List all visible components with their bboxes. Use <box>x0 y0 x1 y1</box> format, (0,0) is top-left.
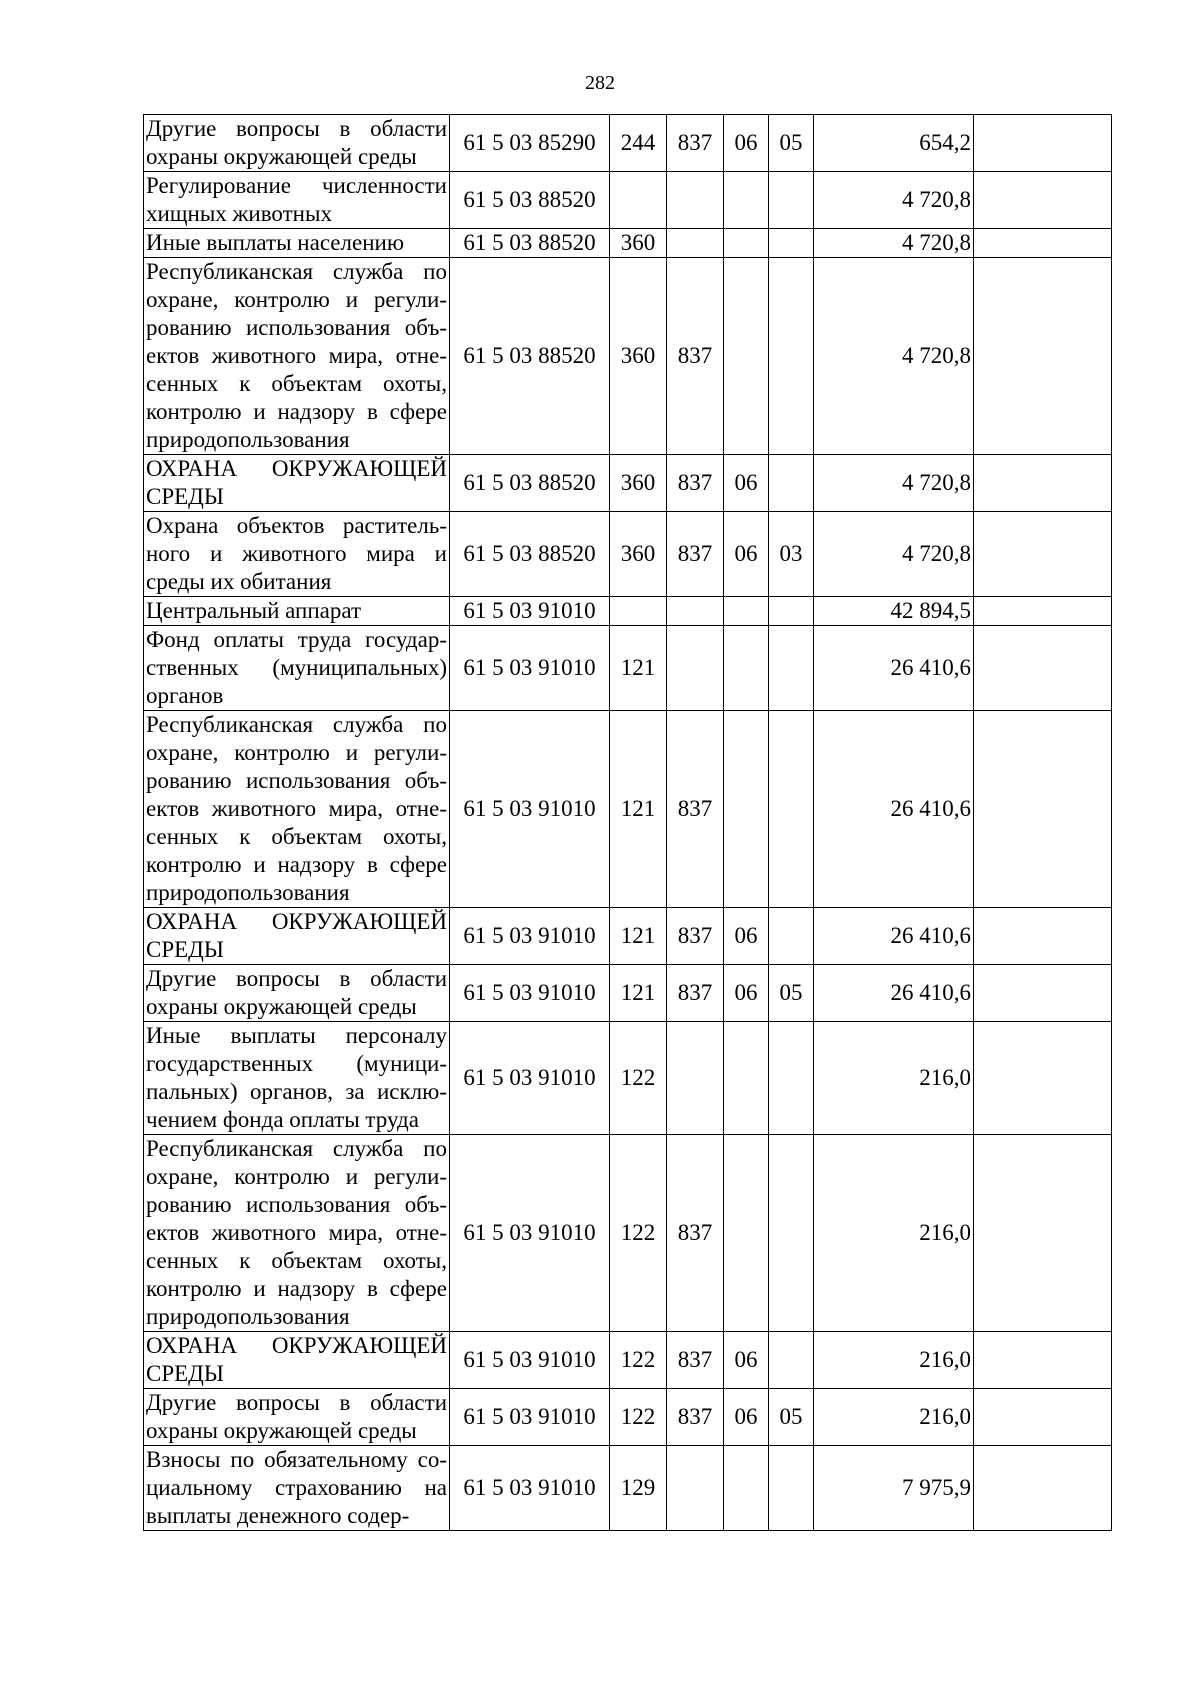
row-pr <box>769 1022 814 1135</box>
row-gr <box>667 229 724 258</box>
row-extra <box>974 1332 1112 1389</box>
table-row <box>144 1446 1112 1531</box>
table-row <box>144 115 1112 172</box>
row-gr: 837 <box>667 1389 724 1446</box>
row-pr <box>769 908 814 965</box>
row-vr: 122 <box>610 1332 667 1389</box>
row-amount: 26 410,6 <box>814 908 974 965</box>
table-row <box>144 908 1112 965</box>
row-vr <box>610 172 667 229</box>
row-pr <box>769 455 814 512</box>
row-vr <box>610 597 667 626</box>
row-rz: 06 <box>724 512 769 597</box>
row-vr: 360 <box>610 258 667 455</box>
table-row <box>144 1389 1112 1446</box>
row-vr: 121 <box>610 908 667 965</box>
row-code: 61 5 03 91010 <box>450 1332 610 1389</box>
row-amount: 7 975,9 <box>814 1446 974 1531</box>
row-gr: 837 <box>667 711 724 908</box>
table-row <box>144 172 1112 229</box>
row-amount: 4 720,8 <box>814 229 974 258</box>
row-amount: 42 894,5 <box>814 597 974 626</box>
table-row <box>144 711 1112 908</box>
row-code: 61 5 03 91010 <box>450 597 610 626</box>
row-name: Регулирование численности хищных животных <box>144 172 450 229</box>
row-extra <box>974 512 1112 597</box>
row-extra <box>974 455 1112 512</box>
row-gr <box>667 172 724 229</box>
row-code: 61 5 03 91010 <box>450 965 610 1022</box>
row-vr: 360 <box>610 455 667 512</box>
row-extra <box>974 1389 1112 1446</box>
table-row <box>144 597 1112 626</box>
row-name: Взносы по обязательному со-циальному страхованию на выплаты денежного содер- <box>144 1446 450 1531</box>
row-amount: 26 410,6 <box>814 965 974 1022</box>
row-code: 61 5 03 91010 <box>450 626 610 711</box>
row-gr: 837 <box>667 1135 724 1332</box>
row-name: Республиканская служба по охране, контролю и регули-рованию использования объ-ектов животного мира, отне-сенных к объектам охоты, контролю и надзору в сфере природопользования <box>144 711 450 908</box>
row-code: 61 5 03 88520 <box>450 512 610 597</box>
row-extra <box>974 115 1112 172</box>
row-pr <box>769 711 814 908</box>
row-rz: 06 <box>724 965 769 1022</box>
row-amount: 26 410,6 <box>814 626 974 711</box>
row-amount: 654,2 <box>814 115 974 172</box>
row-name: ОХРАНА ОКРУЖАЮЩЕЙ СРЕДЫ <box>144 908 450 965</box>
row-rz: 06 <box>724 1389 769 1446</box>
row-pr <box>769 1332 814 1389</box>
row-amount: 216,0 <box>814 1389 974 1446</box>
row-extra <box>974 597 1112 626</box>
row-rz: 06 <box>724 1332 769 1389</box>
table-row <box>144 512 1112 597</box>
row-code: 61 5 03 91010 <box>450 1135 610 1332</box>
row-extra <box>974 1135 1112 1332</box>
row-rz <box>724 711 769 908</box>
row-gr: 837 <box>667 258 724 455</box>
row-code: 61 5 03 88520 <box>450 172 610 229</box>
row-vr: 360 <box>610 229 667 258</box>
row-gr <box>667 597 724 626</box>
row-name: Другие вопросы в области охраны окружающей среды <box>144 1389 450 1446</box>
row-amount: 4 720,8 <box>814 512 974 597</box>
row-amount: 26 410,6 <box>814 711 974 908</box>
row-pr: 05 <box>769 965 814 1022</box>
row-name: Республиканская служба по охране, контролю и регули-рованию использования объ-ектов животного мира, отне-сенных к объектам охоты, контролю и надзору в сфере природопользования <box>144 258 450 455</box>
row-name: Охрана объектов раститель-ного и животного мира и среды их обитания <box>144 512 450 597</box>
row-amount: 4 720,8 <box>814 258 974 455</box>
row-pr: 03 <box>769 512 814 597</box>
row-name: ОХРАНА ОКРУЖАЮЩЕЙ СРЕДЫ <box>144 455 450 512</box>
page-number: 282 <box>585 72 615 94</box>
row-rz <box>724 258 769 455</box>
row-code: 61 5 03 91010 <box>450 1389 610 1446</box>
row-code: 61 5 03 91010 <box>450 711 610 908</box>
row-name: Иные выплаты персоналу государственных (муници-пальных) органов, за исклю-чением фонда оплаты труда <box>144 1022 450 1135</box>
row-extra <box>974 626 1112 711</box>
row-pr <box>769 258 814 455</box>
row-rz: 06 <box>724 455 769 512</box>
table-row <box>144 965 1112 1022</box>
row-rz <box>724 172 769 229</box>
row-name: ОХРАНА ОКРУЖАЮЩЕЙ СРЕДЫ <box>144 1332 450 1389</box>
row-extra <box>974 1022 1112 1135</box>
row-vr: 129 <box>610 1446 667 1531</box>
row-vr: 360 <box>610 512 667 597</box>
row-amount: 216,0 <box>814 1135 974 1332</box>
row-vr: 121 <box>610 965 667 1022</box>
row-vr: 244 <box>610 115 667 172</box>
row-pr <box>769 1135 814 1332</box>
table-row <box>144 258 1112 455</box>
row-gr <box>667 1446 724 1531</box>
row-name: Другие вопросы в области охраны окружающей среды <box>144 115 450 172</box>
row-rz: 06 <box>724 115 769 172</box>
row-vr: 122 <box>610 1022 667 1135</box>
row-gr <box>667 1022 724 1135</box>
table-row <box>144 626 1112 711</box>
row-vr: 121 <box>610 626 667 711</box>
row-code: 61 5 03 91010 <box>450 1446 610 1531</box>
row-rz <box>724 1135 769 1332</box>
row-code: 61 5 03 91010 <box>450 1022 610 1135</box>
row-code: 61 5 03 91010 <box>450 908 610 965</box>
row-vr: 122 <box>610 1135 667 1332</box>
row-amount: 216,0 <box>814 1332 974 1389</box>
row-rz <box>724 1022 769 1135</box>
row-gr: 837 <box>667 965 724 1022</box>
row-extra <box>974 258 1112 455</box>
row-pr <box>769 172 814 229</box>
row-gr: 837 <box>667 115 724 172</box>
row-rz <box>724 626 769 711</box>
row-code: 61 5 03 88520 <box>450 229 610 258</box>
row-code: 61 5 03 88520 <box>450 258 610 455</box>
row-name: Центральный аппарат <box>144 597 450 626</box>
table-body <box>144 115 1112 1531</box>
row-name: Республиканская служба по охране, контролю и регули-рованию использования объ-ектов животного мира, отне-сенных к объектам охоты, контролю и надзору в сфере природопользования <box>144 1135 450 1332</box>
row-gr <box>667 626 724 711</box>
row-extra <box>974 172 1112 229</box>
row-gr: 837 <box>667 1332 724 1389</box>
row-gr: 837 <box>667 908 724 965</box>
row-rz <box>724 229 769 258</box>
row-gr: 837 <box>667 512 724 597</box>
table-row <box>144 229 1112 258</box>
row-rz <box>724 597 769 626</box>
row-vr: 121 <box>610 711 667 908</box>
row-extra <box>974 229 1112 258</box>
row-name: Фонд оплаты труда государ-ственных (муниципальных) органов <box>144 626 450 711</box>
row-pr: 05 <box>769 1389 814 1446</box>
row-code: 61 5 03 88520 <box>450 455 610 512</box>
row-extra <box>974 1446 1112 1531</box>
row-amount: 4 720,8 <box>814 455 974 512</box>
table-row <box>144 1022 1112 1135</box>
row-extra <box>974 908 1112 965</box>
row-amount: 216,0 <box>814 1022 974 1135</box>
row-name: Иные выплаты населению <box>144 229 450 258</box>
table-row <box>144 455 1112 512</box>
row-name: Другие вопросы в области охраны окружающей среды <box>144 965 450 1022</box>
budget-table <box>143 114 1112 1531</box>
row-rz: 06 <box>724 908 769 965</box>
row-code: 61 5 03 85290 <box>450 115 610 172</box>
table-row <box>144 1135 1112 1332</box>
table-row <box>144 1332 1112 1389</box>
row-pr <box>769 1446 814 1531</box>
row-gr: 837 <box>667 455 724 512</box>
row-amount: 4 720,8 <box>814 172 974 229</box>
row-pr <box>769 229 814 258</box>
row-extra <box>974 965 1112 1022</box>
row-extra <box>974 711 1112 908</box>
row-pr: 05 <box>769 115 814 172</box>
row-vr: 122 <box>610 1389 667 1446</box>
row-rz <box>724 1446 769 1531</box>
row-pr <box>769 597 814 626</box>
row-pr <box>769 626 814 711</box>
